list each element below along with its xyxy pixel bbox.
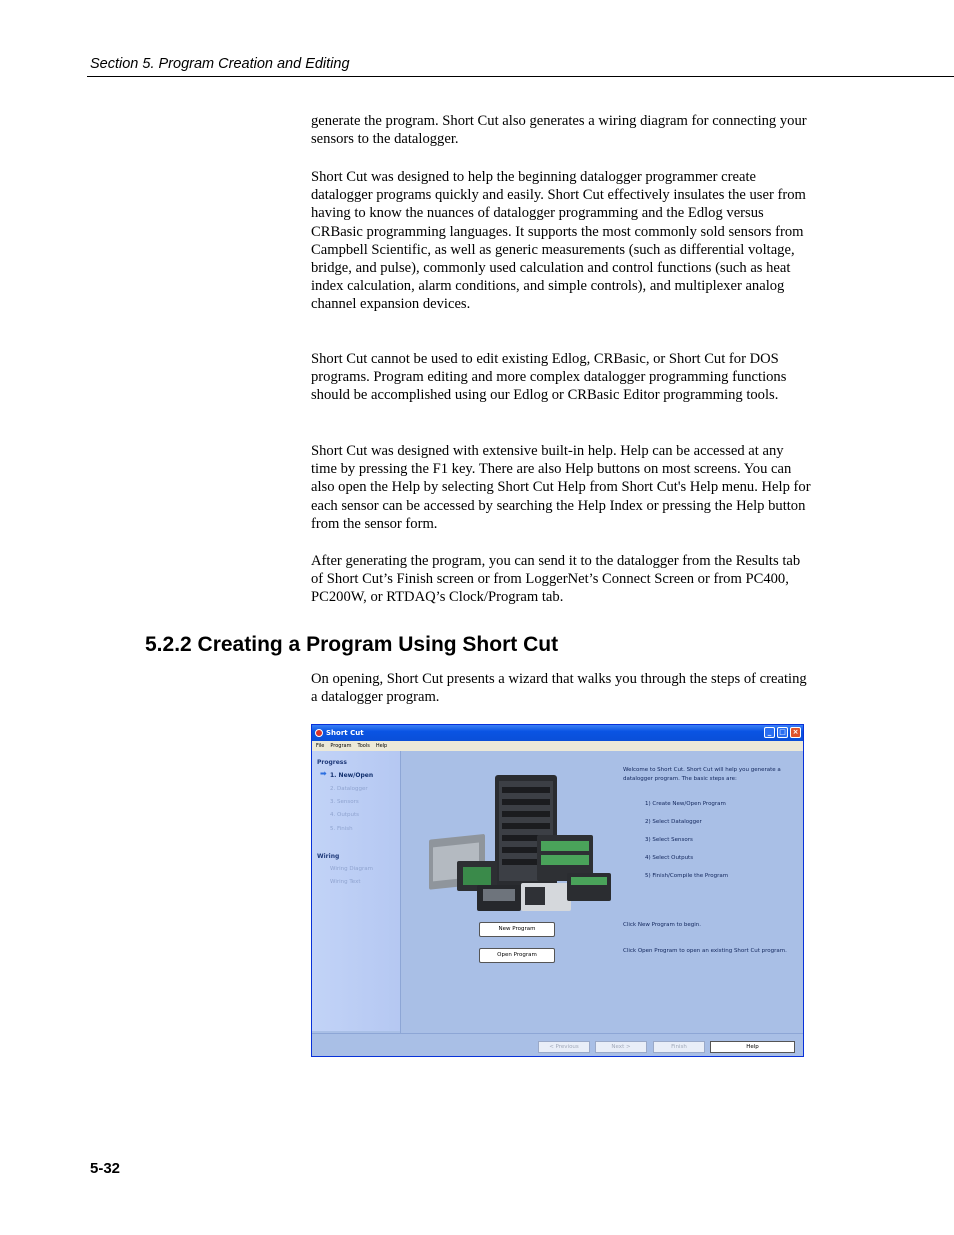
progress-sidebar [312,751,400,1031]
open-program-hint: Click Open Program to open an existing Short Cut program. [623,948,787,954]
menu-file[interactable]: File [316,743,325,749]
step-2: 2) Select Datalogger [645,819,702,825]
sidebar-item-wiring-text[interactable]: Wiring Text [330,879,361,885]
progress-heading: Progress [317,759,347,766]
welcome-text: Welcome to Short Cut. Short Cut will help you generate a datalogger program. The basic steps are: [623,767,781,782]
open-program-button[interactable]: Open Program [479,948,555,963]
step-1: 1) Create New/Open Program [645,801,726,807]
running-header: Section 5. Program Creation and Editing [90,56,350,72]
paragraph-4: Short Cut was designed with extensive built-in help. Help can be accessed at any time by pressing the F1 key. There are also Help buttons on most screens. You can also open the Help by selecting Short Cut Help from Short Cut's Help menu. Help for each sensor can be accessed by searching the Help Index or pressing the Help button from the sensor form. [311,443,811,532]
minimize-icon[interactable]: _ [764,727,775,738]
next-button[interactable]: Next > [595,1041,647,1053]
section-heading: 5.2.2 Creating a Program Using Short Cut [145,633,559,656]
step-3: 3) Select Sensors [645,837,693,843]
help-button[interactable]: Help [710,1041,795,1053]
window-title: Short Cut [326,729,364,737]
short-cut-window [311,724,804,1057]
sidebar-item-wiring-diagram[interactable]: Wiring Diagram [330,866,373,872]
current-step-arrow-icon: ➡ [320,769,327,778]
paragraph-3: Short Cut cannot be used to edit existing Edlog, CRBasic, or Short Cut for DOS programs. Program editing and more complex datalogger programming functions should be accomplished using our Edlog or CRBasic Editor programming tools. [311,351,787,404]
sidebar-item-outputs[interactable]: 4. Outputs [330,812,359,818]
paragraph-5: After generating the program, you can send it to the datalogger from the Results tab of Short Cut’s Finish screen or from LoggerNet’s Connect Screen or from PC400, PC200W, or RTDAQ’s Clock/Program tab. [311,553,801,606]
header-rule [87,76,954,77]
paragraph-1: generate the program. Short Cut also generates a wiring diagram for connecting your sensors to the datalogger. [311,113,807,148]
sidebar-item-new-open[interactable]: 1. New/Open [330,772,374,779]
menu-help[interactable]: Help [375,743,388,749]
menu-bar [312,741,803,751]
wizard-footer [312,1033,803,1056]
finish-button[interactable]: Finish [653,1041,705,1053]
new-program-hint: Click New Program to begin. [623,922,701,928]
sidebar-item-datalogger[interactable]: 2. Datalogger [330,786,368,792]
new-program-button[interactable]: New Program [479,922,555,937]
menu-program[interactable]: Program [330,743,352,749]
window-titlebar [312,725,803,741]
page-number: 5-32 [90,1160,121,1177]
previous-button[interactable]: < Previous [538,1041,590,1053]
wiring-heading: Wiring [317,853,340,860]
menu-tools[interactable]: Tools [357,743,370,749]
close-icon[interactable]: × [790,727,801,738]
wizard-content [400,751,803,1033]
sidebar-item-finish[interactable]: 5. Finish [330,826,353,832]
sidebar-item-sensors[interactable]: 3. Sensors [330,799,359,805]
maximize-icon[interactable]: □ [777,727,788,738]
section-intro: On opening, Short Cut presents a wizard that walks you through the steps of creating a datalogger program. [311,671,807,706]
paragraph-2: Short Cut was designed to help the beginning datalogger programmer create datalogger programs quickly and easily. Short Cut effectively insulates the user from having to know the nuances of datalogger programming and the Edlog versus CRBasic programming languages. It supports the most commonly sold sensors from Campbell Scientific, as well as generic measurements (such as differential voltage, bridge, and pulse), commonly used calculation and control functions (such as heat index calculation, alarm conditions, and simple controls), and multiplexer analog channel expansion devices. [311,169,806,313]
datalogger-products-image [417,773,617,913]
step-4: 4) Select Outputs [645,855,694,861]
app-icon [315,729,323,737]
step-5: 5) Finish/Compile the Program [645,873,729,879]
